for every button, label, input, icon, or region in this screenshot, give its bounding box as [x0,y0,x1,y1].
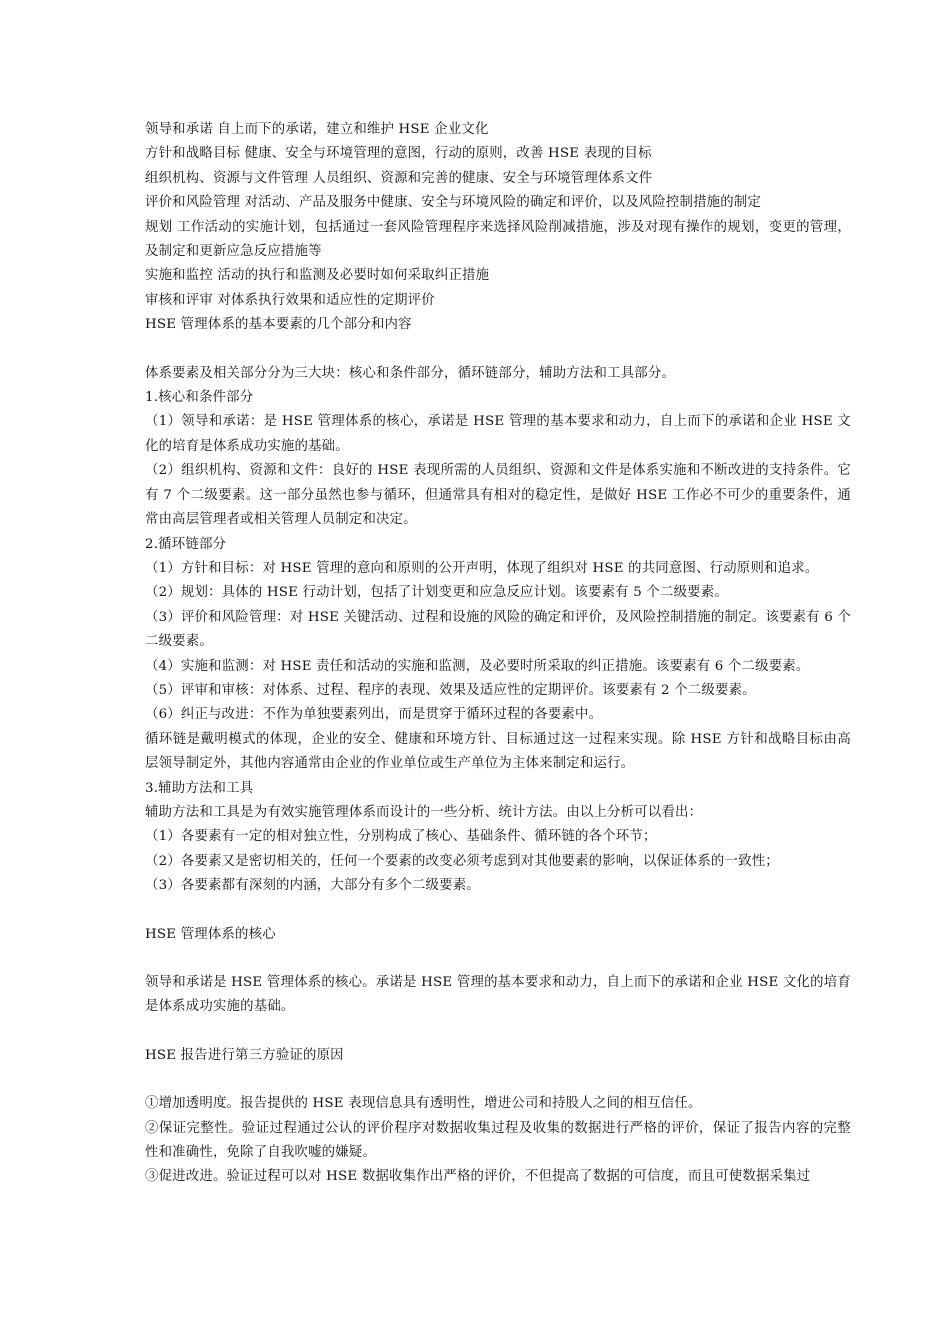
core-paragraph: 领导和承诺是 HSE 管理体系的核心。承诺是 HSE 管理的基本要求和动力，自上而下的承诺和企业 HSE 文化的培育是体系成功实施的基础。 [145,975,851,1015]
verification-item-1: ①增加透明度。报告提供的 HSE 表现信息具有透明性，增进公司和持股人之间的相互信任。 [145,1096,702,1112]
part2-item-6: （6）纠正与改进：不作为单独要素列出，而是贯穿于循环过程的各要素中。 [145,707,603,723]
element-line-organization: 组织机构、资源与文件管理 人员组织、资源和完善的健康、安全与环境管理体系文件 [145,170,653,186]
part3-item-3: （3）各要素都有深刻的内涵，大部分有多个二级要素。 [145,878,480,894]
blank-line [145,338,851,362]
part2-title: 2.循环链部分 [145,536,227,552]
part3-title: 3.辅助方法和工具 [145,780,254,796]
part3-intro: 辅助方法和工具是为有效实施管理体系而设计的一些分析、统计方法。由以上分析可以看出： [145,804,703,820]
part1-item-1: （1）领导和承诺：是 HSE 管理体系的核心，承诺是 HSE 管理的基本要求和动力，自上而下的承诺和企业 HSE 文化的培育是体系成功实施的基础。 [145,414,851,454]
part2-item-4: （4）实施和监测：对 HSE 责任和活动的实施和监测，及必要时所采取的纠正措施。该要素有 6 个二级要素。 [145,658,810,674]
part2-summary: 循环链是戴明模式的体现，企业的安全、健康和环境方针、目标通过这一过程来实现。除 HSE 方针和战略目标由高层领导制定外，其他内容通常由企业的作业单位或生产单位为主体来制定和运行。 [145,731,851,772]
part2-item-2: （2）规划：具体的 HSE 行动计划，包括了计划变更和应急反应计划。该要素有 5 个二级要素。 [145,585,728,601]
part3-item-1: （1）各要素有一定的相对独立性，分别构成了核心、基础条件、循环链的各个环节； [145,829,657,845]
part1-title: 1.核心和条件部分 [145,390,254,406]
blank-line [145,899,851,923]
element-line-policy: 方针和战略目标 健康、安全与环境管理的意图，行动的原则，改善 HSE 表现的目标 [145,146,652,162]
part2-item-5: （5）评审和审核：对体系、过程、程序的表现、效果及适应性的定期评价。该要素有 2 个二级要素。 [145,682,756,698]
section-heading-verification: HSE 报告进行第三方验证的原因 [145,1047,344,1063]
verification-item-2: ②保证完整性。验证过程通过公认的评价程序对数据收集过程及收集的数据进行严格的评价，保证了报告内容的完整性和准确性，免除了自我吹嘘的嫌疑。 [145,1120,851,1161]
element-line-audit: 审核和评审 对体系执行效果和适应性的定期评价 [145,292,435,308]
element-line-leadership: 领导和承诺 自上而下的承诺，建立和维护 HSE 企业文化 [145,122,489,137]
document-page [145,118,851,1190]
part1-item-2: （2）组织机构、资源和文件：良好的 HSE 表现所需的人员组织、资源和文件是体系实施和不断改进的支持条件。它有 7 个二级要素。这一部分虽然也参与循环，但通常具有相对的稳定性，是做好 HSE 工作必不可少的重要条件，通常由高层管理者或相关管理人员制定和决定。 [145,463,851,528]
part2-item-1: （1）方针和目标：对 HSE 管理的意向和原则的公开声明，体现了组织对 HSE 的共同意图、行动原则和追求。 [145,560,819,576]
elements-intro: 体系要素及相关部分分为三大块：核心和条件部分，循环链部分，辅助方法和工具部分。 [145,365,676,381]
verification-item-3: ③促进改进。验证过程可以对 HSE 数据收集作出严格的评价，不但提高了数据的可信度，而且可使数据采集过 [145,1169,811,1185]
element-line-planning: 规划 工作活动的实施计划，包括通过一套风险管理程序来选择风险削减措施，涉及对现有操作的规划，变更的管理，及制定和更新应急反应措施等 [145,219,851,260]
part3-item-2: （2）各要素又是密切相关的，任何一个要素的改变必须考虑到对其他要素的影响，以保证体系的一致性； [145,853,779,869]
blank-line [145,1020,851,1044]
blank-line [145,1068,851,1092]
part2-item-3: （3）评价和风险管理：对 HSE 关键活动、过程和设施的风险的确定和评价，及风险控制措施的制定。该要素有 6 个二级要素。 [145,609,851,650]
section-heading-core: HSE 管理体系的核心 [145,926,276,942]
element-line-risk-management: 评价和风险管理 对活动、产品及服务中健康、安全与环境风险的确定和评价，以及风险控制措施的制定 [145,195,762,211]
section-heading-elements: HSE 管理体系的基本要素的几个部分和内容 [145,317,412,333]
blank-line [145,947,851,971]
element-line-implementation: 实施和监控 活动的执行和监测及必要时如何采取纠正措施 [145,268,490,284]
